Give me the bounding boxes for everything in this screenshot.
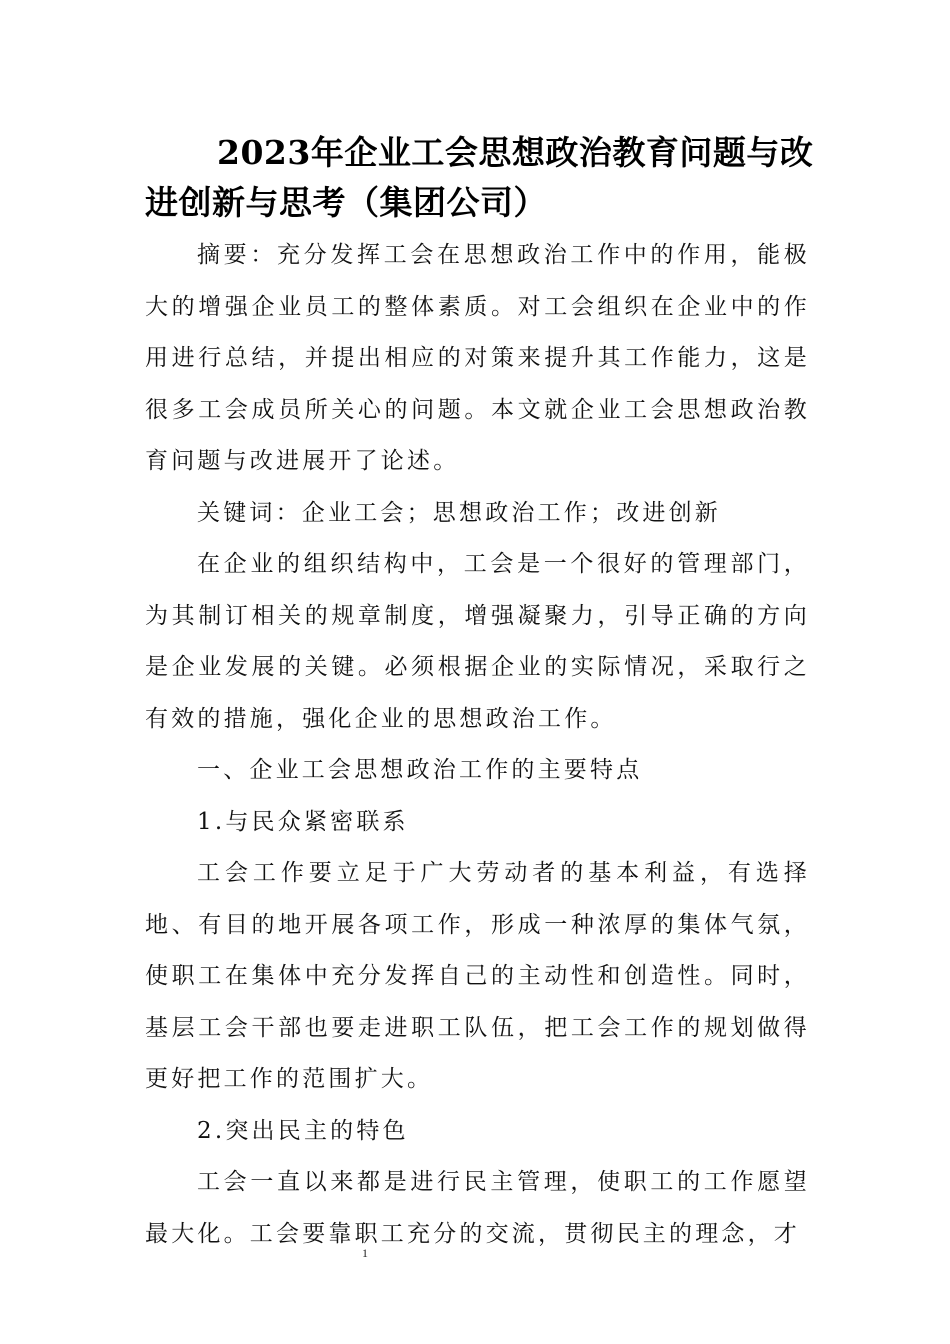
document-title: 2023年企业工会思想政治教育问题与改进创新与思考（集团公司） bbox=[145, 133, 814, 222]
intro-paragraph: 在企业的组织结构中，工会是一个很好的管理部门，为其制订相关的规章制度，增强凝聚力，引导正确的方向是企业发展的关键。必须根据企业的实际情况，采取行之有效的措施，强化企业的思想政治工作。 bbox=[145, 551, 810, 732]
section-heading: 一、企业工会思想政治工作的主要特点 bbox=[197, 757, 643, 783]
subsection-heading: 2.突出民主的特色 bbox=[197, 1117, 409, 1144]
body-paragraph: 工会一直以来都是进行民主管理，使职工的工作愿望最大化。工会要靠职工充分的交流，贯彻民主的理念，才 bbox=[145, 1169, 810, 1247]
abstract-paragraph: 摘要：充分发挥工会在思想政治工作中的作用，能极大的增强企业员工的整体素质。对工会组织在企业中的作用进行总结，并提出相应的对策来提升其工作能力，这是很多工会成员所关心的问题。本文就企业工会思想政治教育问题与改进展开了论述。 bbox=[145, 242, 810, 474]
body-paragraph: 工会工作要立足于广大劳动者的基本利益，有选择地、有目的地开展各项工作，形成一种浓厚的集体气氛，使职工在集体中充分发挥自己的主动性和创造性。同时，基层工会干部也要走进职工队伍，把工会工作的规划做得更好把工作的范围扩大。 bbox=[145, 860, 810, 1092]
keywords-paragraph: 关键词：企业工会；思想政治工作；改进创新 bbox=[197, 499, 721, 526]
document-body bbox=[145, 230, 810, 1260]
subsection-heading: 1.与民众紧密联系 bbox=[197, 808, 409, 835]
page-number: 1 bbox=[362, 1246, 368, 1260]
